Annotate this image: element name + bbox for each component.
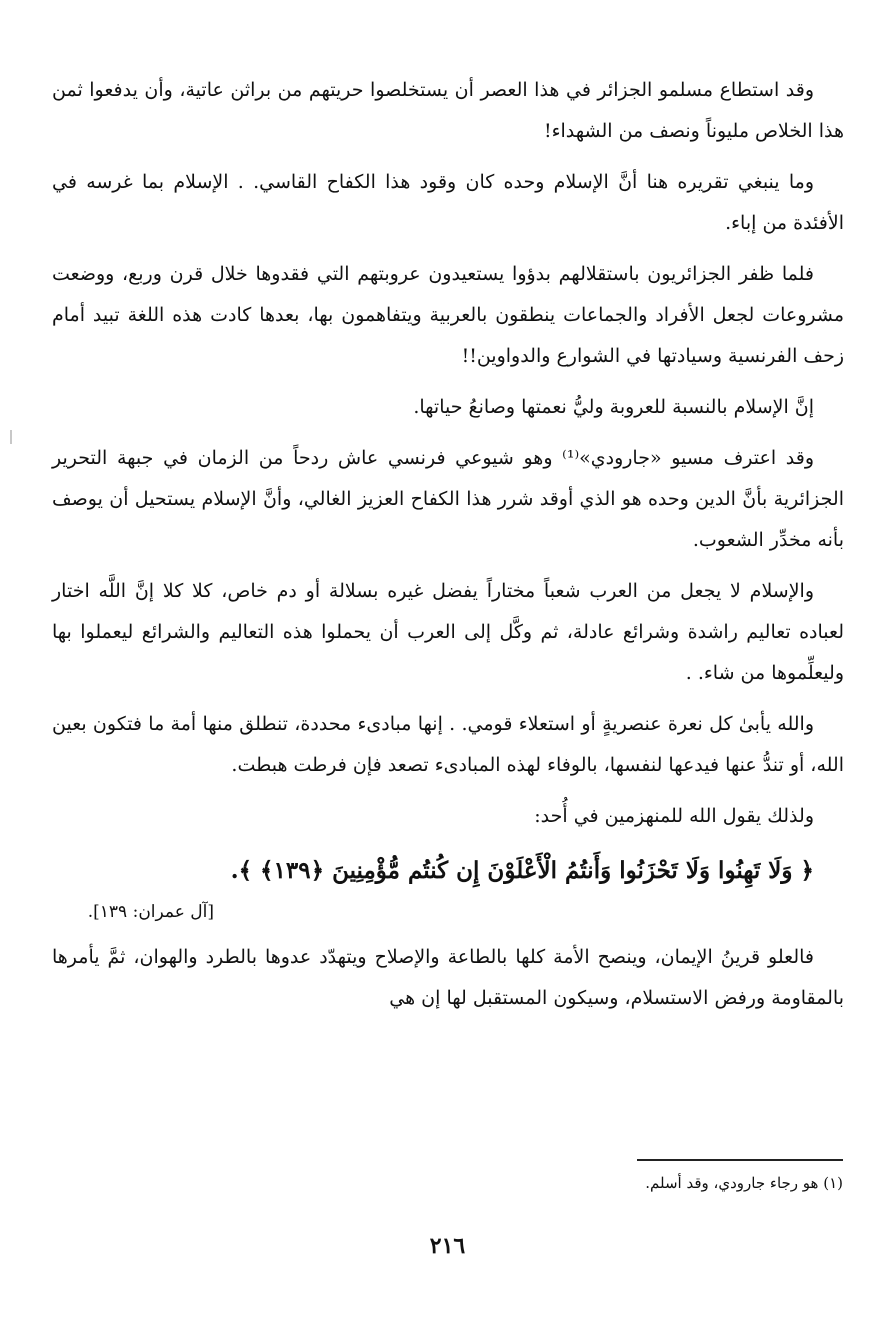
paragraph-1: وقد استطاع مسلمو الجزائر في هذا العصر أن يستخلصوا حريتهم من براثن عاتية، وأن يدفعوا ثمن هذا الخلاص مليوناً ونصف من الشهداء! [52,79,844,142]
page-number: ٢١٦ [429,1233,466,1259]
page-body [52,70,844,1029]
paragraph-3: فلما ظفر الجزائريون باستقلالهم بدؤوا يستعيدون عروبتهم التي فقدوها خلال قرن وربع، ووضعت مشروعات لجعل الأفراد والجماعات ينطقون بالعربية ويتفاهمون بها، بعدها كادت هذه اللغة تبيد أمام زحف الفرنسية وسيادتها في الشوارع والدواوين!! [52,263,844,367]
footnote: (١) هو رجاء جارودي، وقد أسلم. [645,1174,843,1192]
paragraph-7: والله يأبىٰ كل نعرة عنصريةٍ أو استعلاء قومي. . إنها مبادىء محددة، تنطلق منها أمة ما فتكون بعين الله، أو تندُّ عنها فيدعها لنفسها، بالوفاء لهذه المبادىء تصعد فإن فرطت هبطت. [52,713,844,776]
paragraph-9: فالعلو قرينُ الإيمان، وينصح الأمة كلها بالطاعة والإصلاح ويتهدّد عدوها بالطرد والهوان، ثمَّ يأمرها بالمقاومة ورفض الاستسلام، وسيكون المستقبل لها إن هي [52,946,844,1009]
paragraph-4: إنَّ الإسلام بالنسبة للعروبة وليُّ نعمتها وصانعُ حياتها. [413,396,814,418]
paragraph-5: وقد اعترف مسيو «جارودي»⁽¹⁾ وهو شيوعي فرنسي عاش ردحاً من الزمان في جبهة التحرير الجزائرية بأنَّ الدين وحده هو الذي أوقد شرر هذا الكفاح العزيز الغالي، وأنَّ الإسلام يستحيل أن يوصف بأنه مخدِّر الشعوب. [52,447,844,551]
paragraph-2: وما ينبغي تقريره هنا أنَّ الإسلام وحده كان وقود هذا الكفاح القاسي. . الإسلام بما غرسه في الأفئدة من إباء. [52,171,844,234]
paragraph-8: ولذلك يقول الله للمنهزمين في أُحد: [534,805,814,827]
verse-reference-text: [آل عمران: ١٣٩]. [87,902,214,922]
quran-verse: ﴿ وَلَا تَهِنُوا وَلَا تَحْزَنُوا وَأَنتُمُ الْأَعْلَوْنَ إِن كُنتُم مُّؤْمِنِينَ ﴿١٣٩﴾ ﴾. [230,857,814,884]
footnote-divider [637,1159,843,1161]
verse-reference [52,895,844,929]
margin-mark [10,430,12,444]
paragraph-6: والإسلام لا يجعل من العرب شعباً مختاراً يفضل غيره بسلالة أو دم خاص، كلا كلا إنَّ اللَّه اختار لعباده تعاليم راشدة وشرائع عادلة، ثم وكَّل إلى العرب أن يحملوا هذه التعاليم والشرائع ليعملوا بها وليعلِّموها من شاء. . [52,580,844,684]
